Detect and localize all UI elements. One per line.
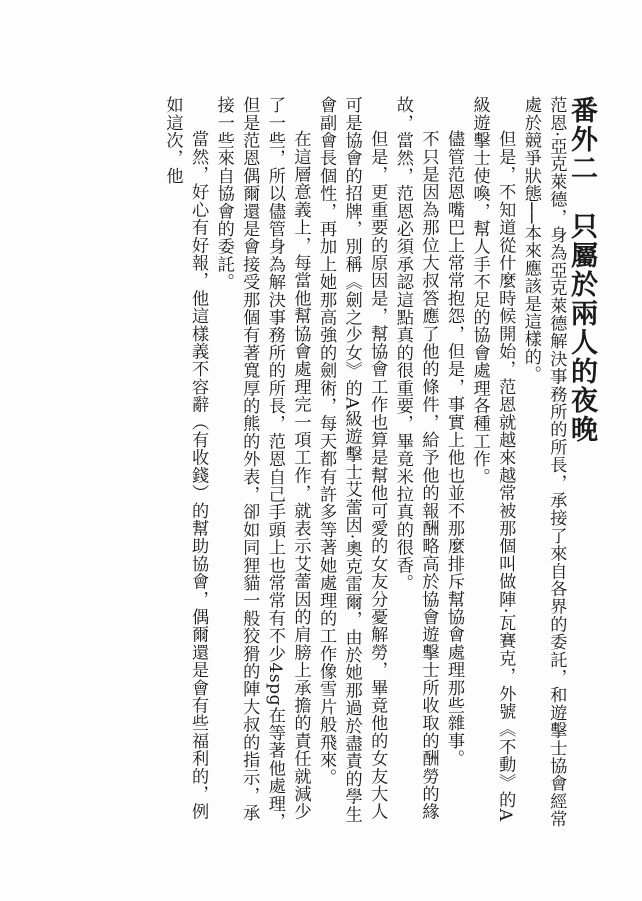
- paragraph-7: 當然，好心有好報，他這樣義不容辭（有收錢）的幫助協會，偶爾還是會有些福利的，例如這次，他: [162, 96, 209, 821]
- chapter-title: 番外二 只屬於兩人的夜晚: [566, 96, 597, 444]
- paragraph-5: 但是，更重要的原因是，幫協會工作也算是幫他可愛的女友分憂解勞，畢竟他的女友大人可是協會的招牌，別稱《劍之少女》的A級遊擊士艾蕾因·奧克雷爾，由於她那過於盡責的學生會副會長個性，再加上她那高強的劍術，每天都有許多等著她處理的工作像雪片般飛來。: [316, 96, 388, 823]
- paragraph-3: 儘管范恩嘴巴上常常抱怨，但是，事實上他也並不那麼排斥幫協會處理那些雜事。: [444, 130, 465, 768]
- paragraph-6: 在這層意義上，每當他幫協會處理完一項工作，就表示艾蕾因的肩膀上承擔的責任就減少了一些，所以儘管身為解決事務所的所長，范恩自己手頭上也常常有不少4spg在等著他處理，但是范恩偶爾還是會接受那個有著寬厚的熊的外表，卻如同狸貓一般狡猾的陣大叔的指示，承接一些來自協會的委託。: [213, 96, 311, 831]
- paragraph-2: 但是，不知道從什麼時候開始，范恩就越來越常被那個叫做陣·瓦賽克，外號《不動》的A級遊擊士使喚，幫人手不足的協會處理各種工作。: [469, 96, 516, 822]
- paragraph-4: 不只是因為那位大叔答應了他的條件，給予他的報酬略高於協會遊擊士所收取的酬勞的緣故，當然，范恩必須承認這點真的很重要，畢竟米拉真的很香。: [392, 96, 439, 821]
- vertical-text-block: [159, 96, 597, 836]
- paragraph-1: 范恩·亞克萊德，身為亞克萊德解決事務所的所長，承接了來自各界的委託，和遊擊士協會經常處於競爭狀態──本來應該是這樣的。: [520, 96, 567, 828]
